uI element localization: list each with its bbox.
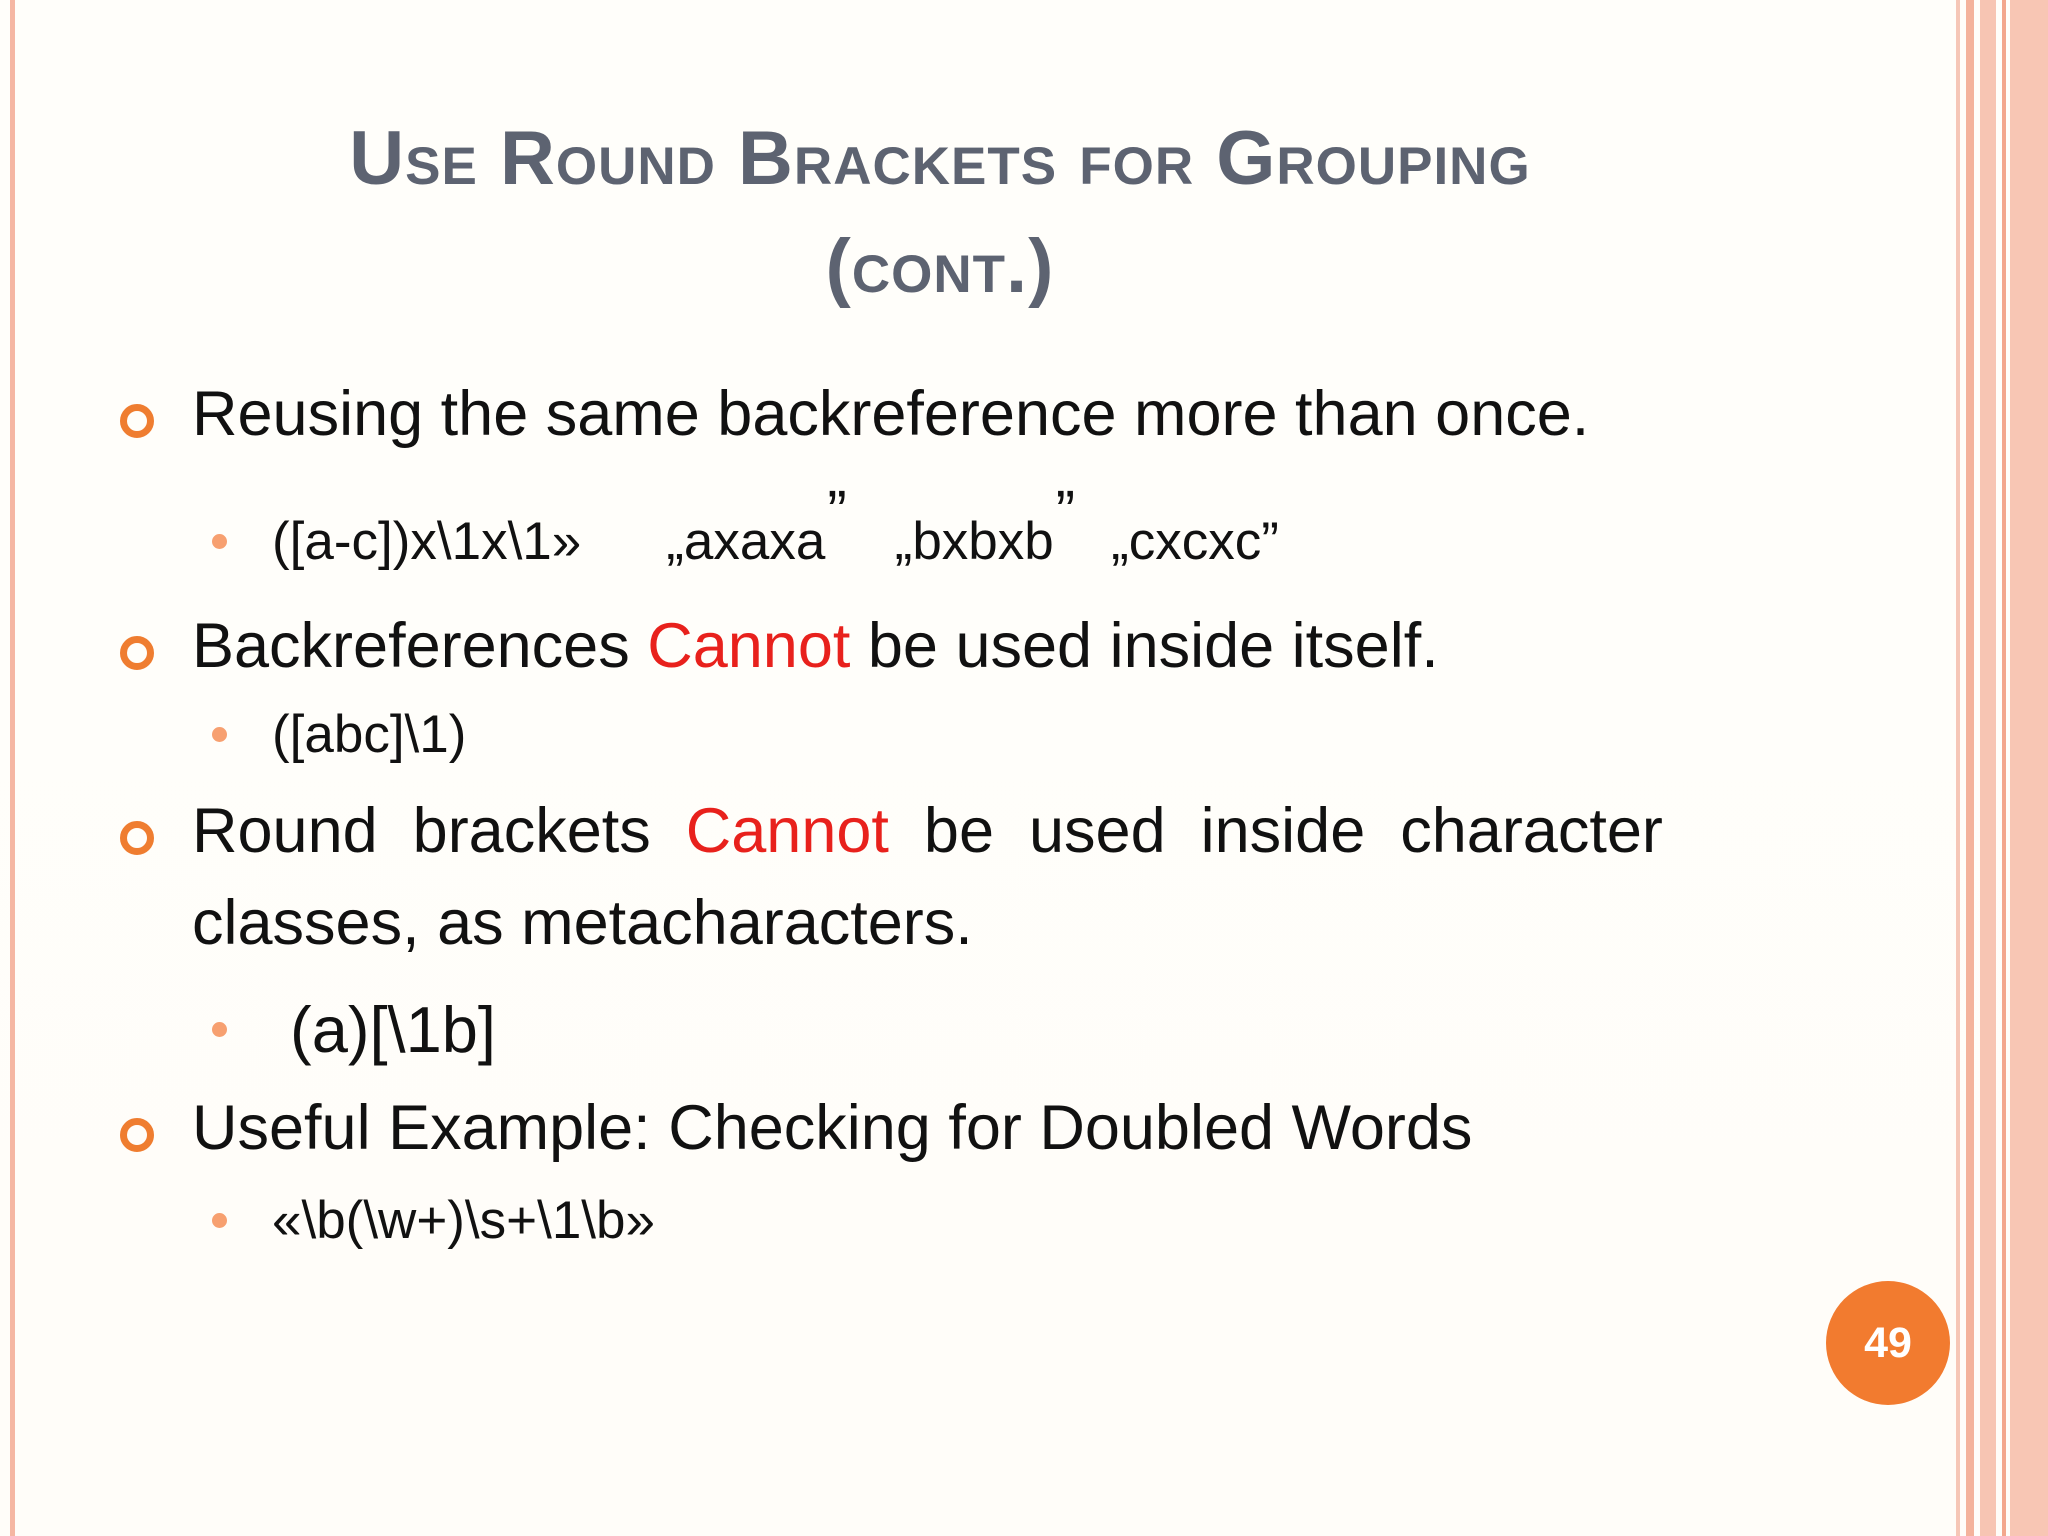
right-border-stripe [1980, 0, 1996, 1536]
bullet-text-block [192, 795, 1663, 959]
dot-bullet-icon [212, 727, 227, 742]
bullet-text: Useful Example: Checking for Doubled Words [192, 1093, 1473, 1163]
ring-bullet-icon [120, 404, 154, 438]
bullet-reusing-backreference [120, 378, 1589, 450]
slide-title [130, 105, 1750, 321]
slide-title-line-1: Use Round Brackets for Grouping [349, 116, 1531, 201]
ring-bullet-icon [120, 1118, 154, 1152]
sub-bullet-repeat-pattern [212, 479, 1279, 575]
closing-quote-2: ” [1055, 479, 1076, 544]
sub-bullet-self-reference [212, 704, 466, 765]
ring-bullet-icon [120, 636, 154, 670]
dot-bullet-icon [212, 1213, 227, 1228]
emphasis-cannot: Cannot [647, 611, 851, 681]
slide-title-line-2: (cont.) [825, 224, 1055, 309]
dot-bullet-icon [212, 534, 227, 549]
match-example-1: „axaxa [666, 512, 826, 571]
regex-pattern: ([a-c])x\1x\1» [272, 512, 582, 571]
ring-bullet-icon [120, 821, 154, 855]
match-example-3: „cxcxc” [1111, 512, 1279, 571]
bullet-text: Backreferences Cannot be used inside itself. [192, 611, 1439, 681]
bullet-brackets-in-character-classes [120, 795, 1663, 959]
bullet-useful-example [120, 1092, 1472, 1164]
right-border-stripe [1966, 0, 1974, 1536]
right-border-stripe [2010, 0, 2048, 1536]
regex-pattern: ([abc]\1) [272, 705, 467, 764]
right-border-stripe [1956, 0, 1960, 1536]
match-example-2: „bxbxb [894, 512, 1054, 571]
bullet-text: Reusing the same backreference more than once. [192, 379, 1590, 449]
emphasis-cannot: Cannot [685, 796, 889, 866]
bullet-text: Round brackets Cannot be used inside character [192, 796, 1663, 866]
sub-bullet-character-class [212, 992, 496, 1067]
closing-quote-1: ” [827, 479, 847, 544]
dot-bullet-icon [212, 1022, 227, 1037]
regex-pattern: «\b(\w+)\s+\1\b» [272, 1191, 655, 1250]
page-number: 49 [1864, 1318, 1912, 1367]
bullet-backreference-inside-itself [120, 610, 1439, 682]
regex-pattern: (a)[\1b] [272, 993, 496, 1066]
right-border-stripe [2002, 0, 2006, 1536]
sub-bullet-doubled-words [212, 1190, 655, 1251]
left-border-stripe [10, 0, 15, 1536]
bullet-text-continuation: classes, as metacharacters. [192, 888, 973, 958]
page-number-badge [1826, 1281, 1950, 1405]
